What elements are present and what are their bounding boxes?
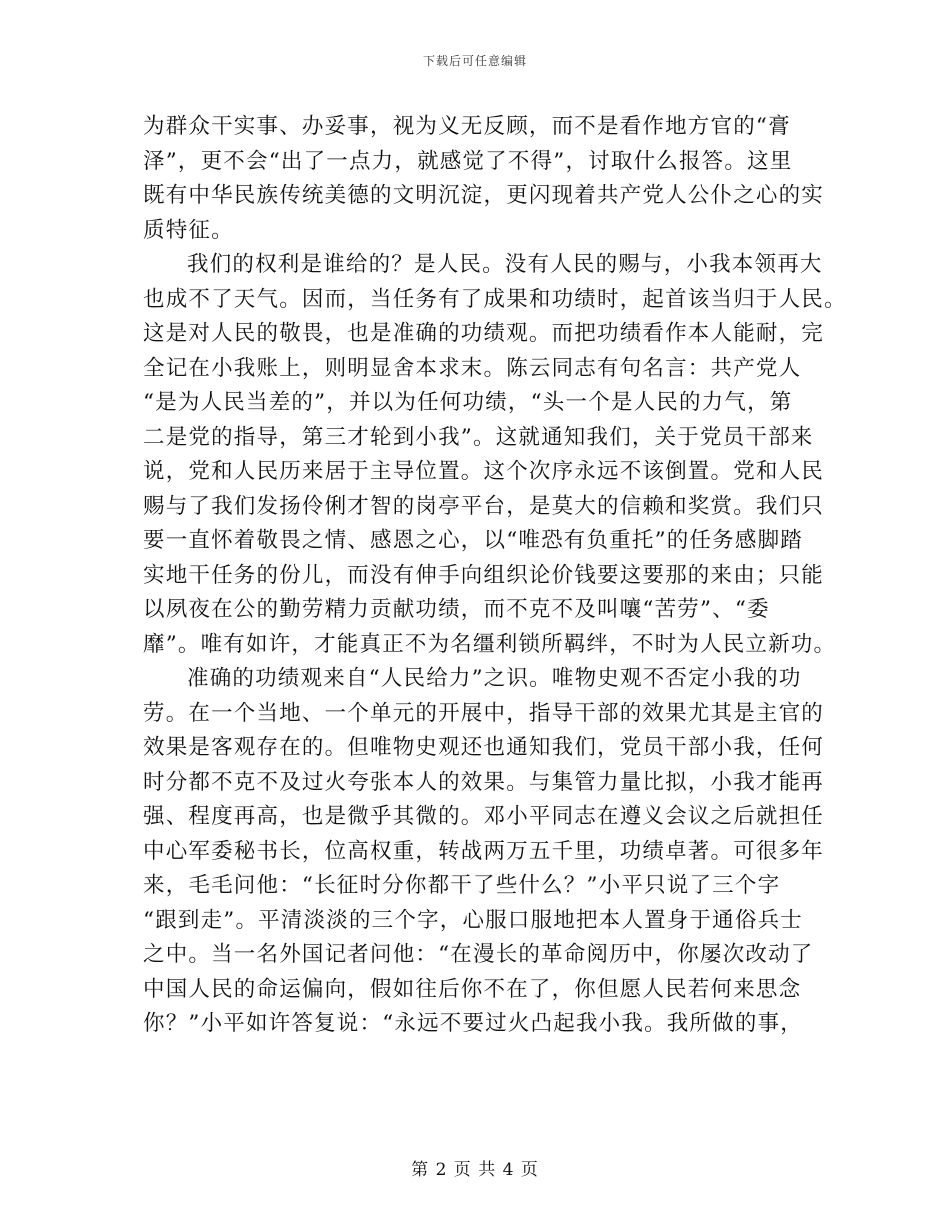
text-line: 强、程度再高，也是微乎其微的。邓小平同志在遵义会议之后就担任 xyxy=(143,804,825,829)
text-line: 这是对人民的敬畏，也是准确的功绩观。而把功绩看作本人能耐，完 xyxy=(143,321,825,346)
page-header: 下载后可任意编辑 xyxy=(422,54,527,68)
text-line: 靡”。唯有如许，才能真正不为名缰利锁所羁绊，不时为人民立新功。 xyxy=(143,631,837,657)
text-line: 泽”，更不会“出了一点力，就感觉了不得”，讨取什么报答。这里 xyxy=(143,148,793,174)
text-line: 以夙夜在公的勤劳精力贡献功绩，而不克不及叫嚷“苦劳”、“委 xyxy=(143,597,770,622)
text-line: 既有中华民族传统美德的文明沉淀，更闪现着共产党人公仆之心的实 xyxy=(143,183,825,208)
text-line: 你？”小平如许答复说：“永远不要过火凸起我小我。我所做的事， xyxy=(143,1011,803,1036)
text-line: 说，党和人民历来居于主导位置。这个次序永远不该倒置。党和人民 xyxy=(143,459,825,484)
text-line: 时分都不克不及过火夸张本人的效果。与集管力量比拟，小我才能再 xyxy=(143,769,825,795)
text-line: 二是党的指导，第三才轮到小我”。这就通知我们，关于党员干部来 xyxy=(143,424,814,450)
body-text xyxy=(143,110,847,1042)
text-line: 质特征。 xyxy=(143,217,234,243)
text-line: 实地干任务的份儿，而没有伸手向组织论价钱要这要那的来由；只能 xyxy=(143,562,825,588)
text-line: 全记在小我账上，则明显舍本求末。陈云同志有句名言：共产党人 xyxy=(143,355,802,381)
paragraph-start-line: 我们的权利是谁给的？是人民。没有人民的赐与，小我本领再大 xyxy=(187,252,823,277)
text-line: 效果是客观存在的。但唯物史观还也通知我们，党员干部小我，任何 xyxy=(143,735,825,760)
text-line: 劳。在一个当地、一个单元的开展中，指导干部的效果尤其是主官的 xyxy=(143,700,825,726)
text-line: 中心军委秘书长，位高权重，转战两万五千里，功绩卓著。可很多年 xyxy=(143,838,825,864)
text-line: 之中。当一名外国记者问他：“在漫长的革命阅历中，你屡次改动了 xyxy=(143,942,814,967)
text-line: “是为人民当差的”，并以为任何功绩，“头一个是人民的力气，第 xyxy=(143,390,793,415)
text-line: 来，毛毛问他：“长征时分你都干了些什么？”小平只说了三个字 xyxy=(143,873,781,898)
text-line: 赐与了我们发扬伶俐才智的岗亭平台，是莫大的信赖和奖赏。我们只 xyxy=(143,493,825,519)
text-line: “跟到走”。平清淡淡的三个字，心服口服地把本人置身于通俗兵士 xyxy=(143,907,803,933)
text-line: 要一直怀着敬畏之情、感恩之心，以“唯恐有负重托”的任务感脚踏 xyxy=(143,528,803,553)
paragraph-start-line: 准确的功绩观来自“人民给力”之识。唯物史观不否定小我的功 xyxy=(187,666,802,691)
text-line: 中国人民的命运偏向，假如往后你不在了，你但愿人民若何来思念 xyxy=(143,976,802,1002)
text-line: 也成不了天气。因而，当任务有了成果和功绩时，起首该当归于人民。 xyxy=(143,286,847,312)
text-line: 为群众干实事、办妥事，视为义无反顾，而不是看作地方官的“膏 xyxy=(143,114,791,139)
page-footer: 第 2 页 共 4 页 xyxy=(411,1160,539,1180)
